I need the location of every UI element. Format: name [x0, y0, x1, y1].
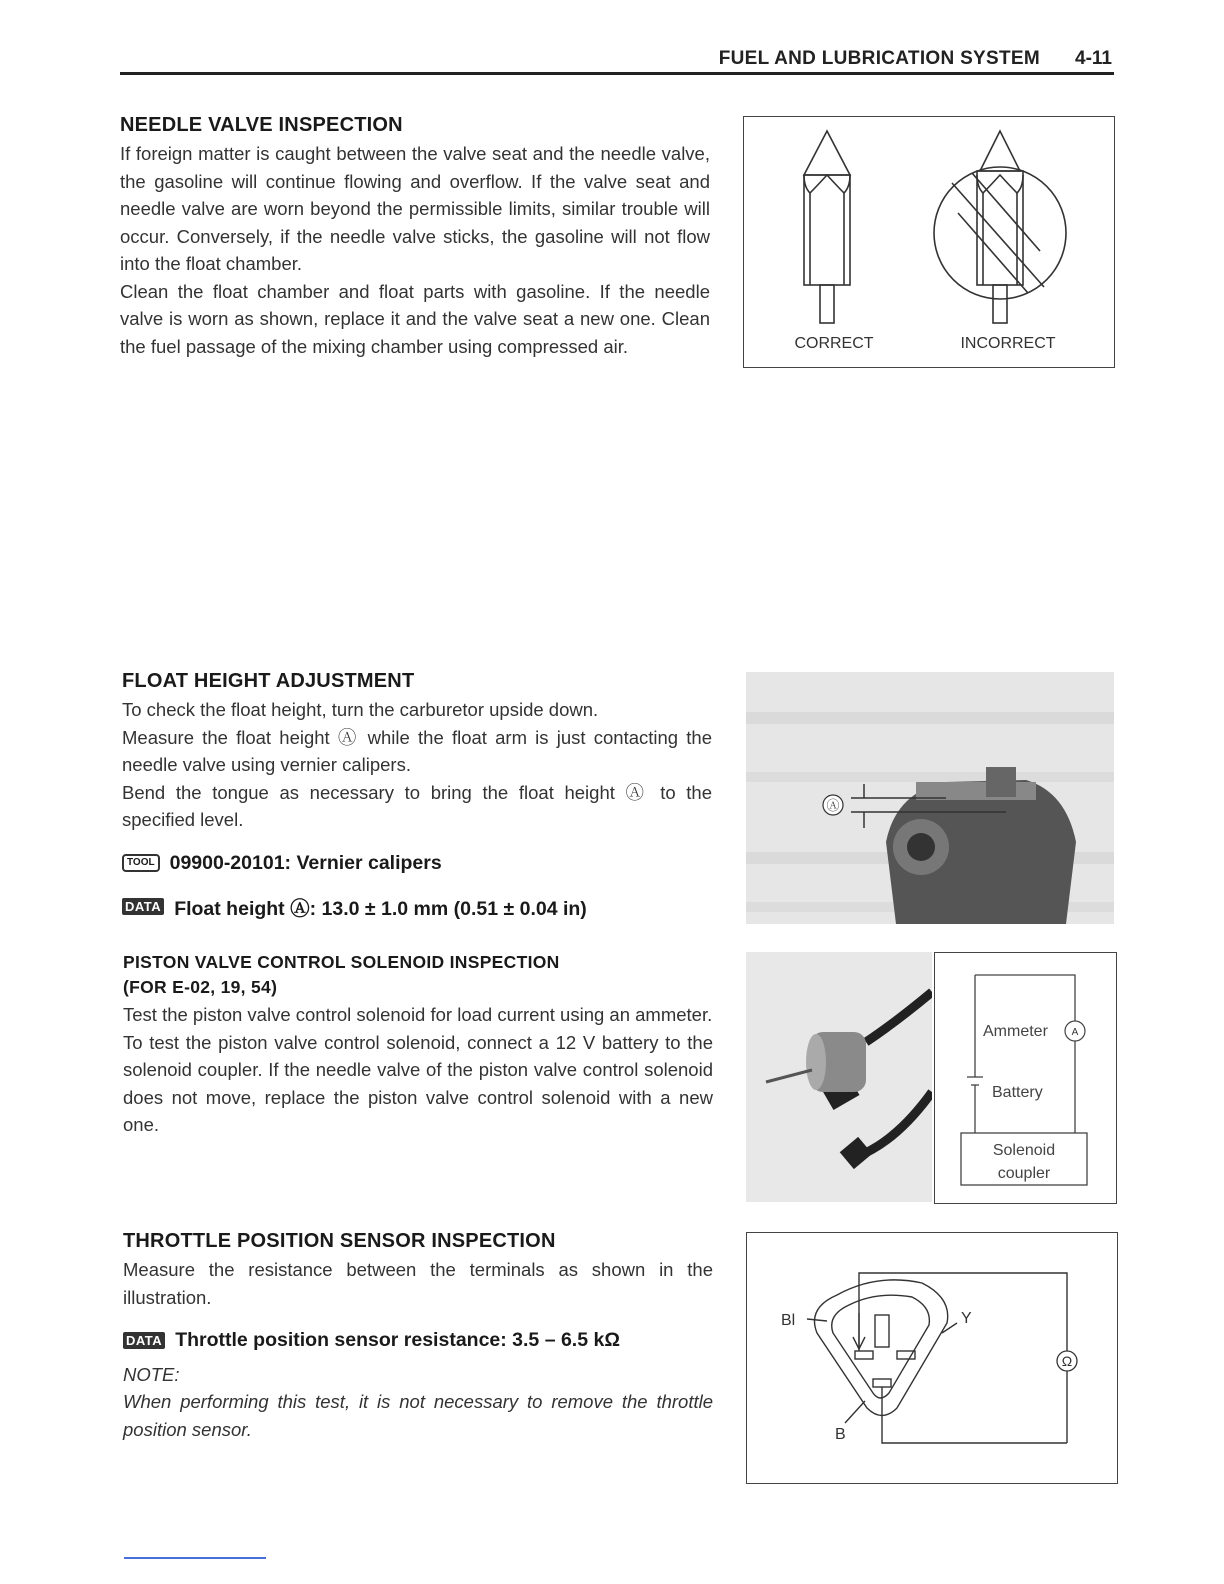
ammeter-symbol: A: [1071, 1027, 1079, 1038]
float-height-paragraph-1: To check the float height, turn the carburetor upside down.: [122, 699, 599, 720]
piston-valve-heading: PISTON VALVE CONTROL SOLENOID INSPECTION: [123, 952, 560, 972]
needle-valve-diagram: [744, 117, 1114, 367]
needle-valve-heading: NEEDLE VALVE INSPECTION: [120, 114, 403, 136]
float-height-paragraph-3: Bend the tongue as necessary to bring the float height Ⓐ to the specified level.: [122, 781, 712, 830]
piston-valve-section: [123, 952, 713, 1139]
float-height-marker: Ⓐ: [826, 798, 840, 813]
float-height-data-spec: [122, 893, 712, 921]
piston-valve-paragraph-1: Test the piston valve control solenoid for load current using an ammeter.: [123, 1004, 713, 1025]
solenoid-label-line2: coupler: [997, 1165, 1051, 1182]
battery-label: Battery: [992, 1084, 1043, 1101]
terminal-b-label: B: [835, 1426, 846, 1443]
data-icon: DATA: [123, 1332, 165, 1349]
float-height-photo: [746, 672, 1114, 924]
needle-valve-section: [120, 114, 710, 360]
float-height-paragraph-2: Measure the float height Ⓐ while the float arm is just contacting the needle valve using vernier calipers.: [122, 726, 712, 775]
solenoid-label-line1: Solenoid: [992, 1142, 1056, 1159]
solenoid-photo: [746, 952, 932, 1202]
solenoid-wiring-figure: [934, 952, 1117, 1204]
section-title: FUEL AND LUBRICATION SYSTEM: [718, 48, 1040, 69]
footer-rule: [124, 1557, 266, 1559]
correct-needle-drawing: [804, 131, 850, 323]
note-text: When performing this test, it is not necessary to remove the throttle position sensor.: [123, 1391, 713, 1440]
tps-section: [123, 1230, 713, 1443]
piston-valve-paragraph-2: To test the piston valve control solenoid, connect a 12 V battery to the solenoid coupler. If the needle valve of the piston valve control solenoid does not move, replace the piston valve control solenoid with a new one.: [123, 1031, 713, 1135]
page-header: [120, 46, 1114, 75]
ammeter-label: Ammeter: [983, 1023, 1048, 1040]
terminal-bl-label: Bl: [781, 1312, 796, 1329]
solenoid-photo-drawing: [746, 952, 932, 1202]
tps-figure: [746, 1232, 1118, 1484]
note-label: NOTE:: [123, 1364, 180, 1385]
data-icon: DATA: [122, 898, 164, 915]
tool-spec: [122, 852, 712, 875]
needle-valve-paragraph-2: Clean the float chamber and float parts with gasoline. If the needle valve is worn as shown, replace it and the valve seat a new one. Clean the fuel passage of the mixing chamber using compressed air.: [120, 280, 710, 357]
tps-paragraph-1: Measure the resistance between the terminals as shown in the illustration.: [123, 1259, 713, 1308]
incorrect-needle-drawing: [934, 131, 1066, 323]
tps-heading: THROTTLE POSITION SENSOR INSPECTION: [123, 1230, 556, 1252]
solenoid-wiring-diagram: [935, 953, 1116, 1203]
page-number: 4-11: [1075, 48, 1112, 69]
terminal-y-label: Y: [961, 1310, 972, 1327]
tool-spec-text: 09900-20101: Vernier calipers: [169, 851, 442, 874]
piston-valve-subheading: (FOR E-02, 19, 54): [123, 977, 278, 997]
tps-data-spec: [123, 1329, 713, 1352]
needle-valve-figure: [743, 116, 1115, 368]
ohmmeter-symbol: Ω: [1061, 1353, 1073, 1369]
float-height-section: [122, 670, 712, 921]
carburetor-photo-drawing: [746, 672, 1114, 924]
correct-label: CORRECT: [794, 335, 874, 352]
needle-valve-paragraph-1: If foreign matter is caught between the valve seat and the needle valve, the gasoline will continue flowing and overflow. If the valve seat and needle valve are worn beyond the permissible limits, similar trouble will occur. Conversely, if the needle valve sticks, the gasoline will not flow into the float chamber.: [120, 143, 710, 274]
incorrect-label: INCORRECT: [960, 335, 1056, 352]
tool-icon: TOOL: [122, 854, 160, 872]
float-height-heading: FLOAT HEIGHT ADJUSTMENT: [122, 670, 415, 692]
tps-diagram: [747, 1233, 1117, 1483]
float-height-data-text: Float height Ⓐ: 13.0 ± 1.0 mm (0.51 ± 0.04 in): [174, 897, 587, 920]
tps-data-text: Throttle position sensor resistance: 3.5 – 6.5 kΩ: [175, 1329, 620, 1351]
